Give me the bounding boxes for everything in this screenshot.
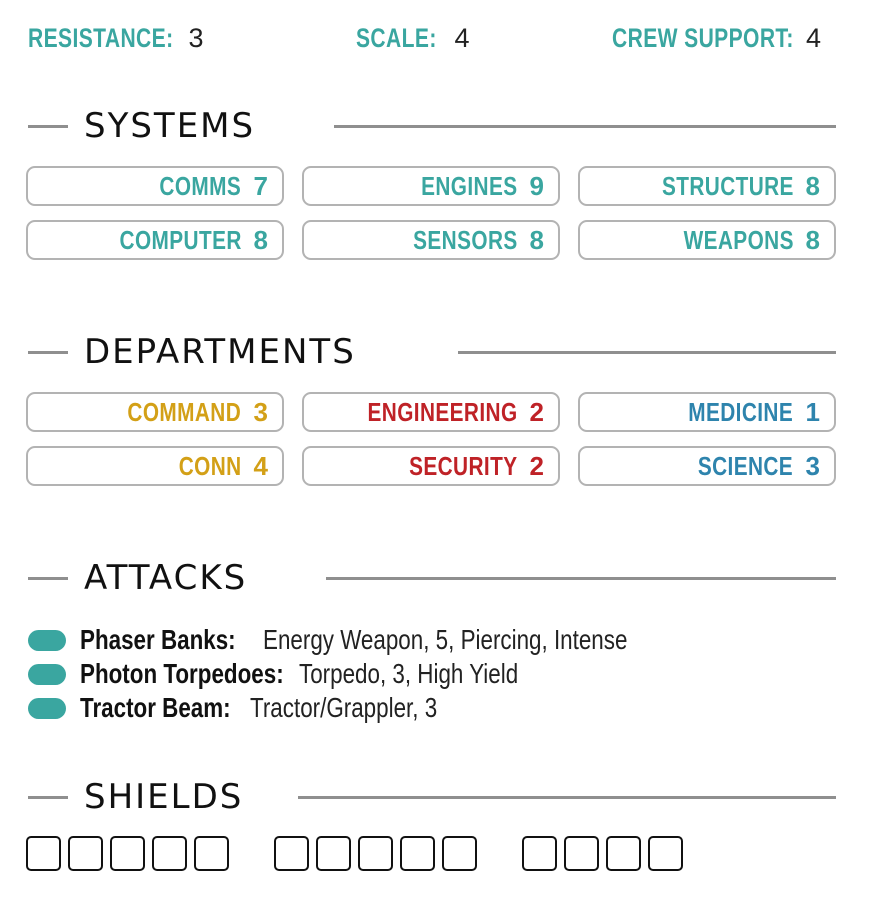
system-name: COMPUTER [119, 224, 242, 255]
department-security [302, 446, 560, 486]
system-name: STRUCTURE [661, 170, 794, 201]
department-science [578, 446, 836, 486]
department-value: 1 [805, 396, 820, 427]
department-name: CONN [178, 450, 242, 481]
attacks-header [28, 558, 836, 598]
divider [28, 351, 68, 354]
system-name: WEAPONS [683, 224, 794, 255]
system-name: ENGINES [421, 170, 518, 201]
scale-label: SCALE: [356, 23, 437, 53]
system-computer [26, 220, 284, 260]
shield-checkbox[interactable] [194, 836, 229, 871]
attack-bullet-icon [28, 698, 66, 719]
system-name: SENSORS [413, 224, 518, 255]
shield-checkbox[interactable] [274, 836, 309, 871]
department-name: COMMAND [127, 396, 242, 427]
system-engines [302, 166, 560, 206]
shield-checkbox[interactable] [522, 836, 557, 871]
divider [28, 796, 68, 799]
department-name: MEDICINE [688, 396, 794, 427]
shield-checkbox[interactable] [442, 836, 477, 871]
attack-name: Tractor Beam: [80, 692, 231, 723]
attack-description: Torpedo, 3, High Yield [298, 658, 518, 689]
resistance-stat [28, 18, 204, 58]
department-value: 2 [529, 450, 544, 481]
system-weapons [578, 220, 836, 260]
departments-header [28, 332, 836, 372]
shield-checkbox[interactable] [26, 836, 61, 871]
shield-checkbox[interactable] [68, 836, 103, 871]
shield-checkbox[interactable] [400, 836, 435, 871]
department-value: 2 [529, 396, 544, 427]
ship-stats [28, 18, 836, 58]
shield-checkbox[interactable] [606, 836, 641, 871]
department-engineering [302, 392, 560, 432]
shield-checkbox[interactable] [358, 836, 393, 871]
systems-header [28, 106, 836, 146]
divider [334, 125, 836, 128]
attacks-title: ATTACKS [84, 558, 261, 598]
department-value: 4 [253, 450, 268, 481]
crew-support-value: 4 [806, 23, 822, 53]
divider [298, 796, 836, 799]
divider [28, 577, 68, 580]
system-structure [578, 166, 836, 206]
attack-name: Phaser Banks: [80, 624, 236, 655]
divider [326, 577, 836, 580]
department-value: 3 [805, 450, 820, 481]
crew-support-stat [612, 18, 821, 58]
attack-photon-torpedoes [28, 658, 573, 690]
attack-phaser-banks [28, 624, 718, 656]
department-command [26, 392, 284, 432]
resistance-label: RESISTANCE: [28, 23, 174, 53]
shield-checkbox[interactable] [316, 836, 351, 871]
shield-checkbox[interactable] [648, 836, 683, 871]
shield-checkbox[interactable] [110, 836, 145, 871]
resistance-value: 3 [188, 23, 204, 53]
department-conn [26, 446, 284, 486]
system-sensors [302, 220, 560, 260]
system-value: 8 [253, 224, 268, 255]
divider [458, 351, 836, 354]
crew-support-label: CREW SUPPORT: [612, 23, 794, 53]
shield-checkbox[interactable] [152, 836, 187, 871]
shields-header [28, 777, 836, 817]
system-value: 8 [805, 170, 820, 201]
department-name: ENGINEERING [367, 396, 518, 427]
attack-description: Tractor/Grappler, 3 [250, 692, 438, 723]
department-name: SCIENCE [698, 450, 794, 481]
attack-bullet-icon [28, 664, 66, 685]
system-name: COMMS [159, 170, 242, 201]
department-name: SECURITY [409, 450, 518, 481]
attack-tractor-beam [28, 692, 484, 724]
scale-value: 4 [454, 23, 470, 53]
system-value: 8 [529, 224, 544, 255]
systems-title: SYSTEMS [84, 106, 269, 146]
attack-description: Energy Weapon, 5, Piercing, Intense [262, 624, 627, 655]
attack-name: Photon Torpedoes: [80, 658, 284, 689]
system-value: 9 [529, 170, 544, 201]
system-value: 7 [253, 170, 268, 201]
departments-title: DEPARTMENTS [84, 332, 370, 372]
system-value: 8 [805, 224, 820, 255]
shields-title: SHIELDS [84, 777, 257, 817]
attack-bullet-icon [28, 630, 66, 651]
department-value: 3 [253, 396, 268, 427]
department-medicine [578, 392, 836, 432]
shield-checkbox[interactable] [564, 836, 599, 871]
system-comms [26, 166, 284, 206]
scale-stat [356, 18, 470, 58]
divider [28, 125, 68, 128]
